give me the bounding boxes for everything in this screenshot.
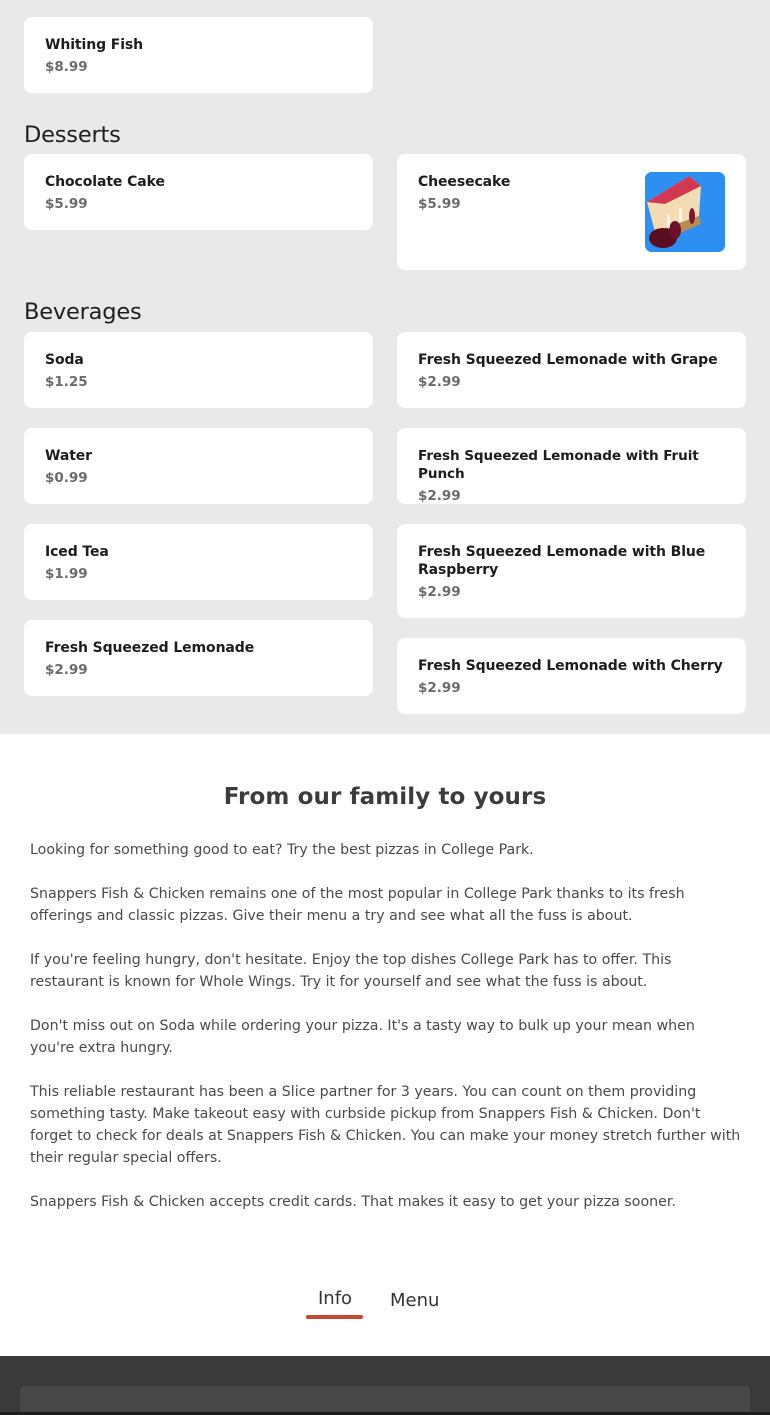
menu-item-card[interactable] <box>24 428 373 504</box>
about-paragraph: If you're feeling hungry, don't hesitate. Enjoy the top dishes College Park has to offer. This restaurant is known for Whole Wings. Try it for yourself and see what the fuss is about. <box>30 952 672 990</box>
menu-item-price: $2.99 <box>45 662 88 678</box>
menu-item-card[interactable] <box>24 332 373 408</box>
footer <box>0 1356 770 1415</box>
section-title-desserts: Desserts <box>24 122 121 148</box>
tab-info[interactable]: Info <box>318 1288 353 1309</box>
menu-item-card[interactable] <box>24 620 373 696</box>
menu-item-name: Fresh Squeezed Lemonade with Blue Raspberry <box>418 544 706 578</box>
info-menu-tabs <box>0 1288 770 1328</box>
menu-item-name: Fresh Squeezed Lemonade <box>45 640 255 656</box>
about-paragraph: Snappers Fish & Chicken remains one of the most popular in College Park thanks to its fresh offerings and classic pizzas. Give their menu a try and see what all the fuss is about. <box>30 886 685 924</box>
menu-item-price: $2.99 <box>418 374 461 390</box>
about-paragraph: Don't miss out on Soda while ordering your pizza. It's a tasty way to bulk up your mean when you're extra hungry. <box>30 1018 695 1056</box>
active-tab-indicator <box>306 1315 363 1319</box>
menu-item-name: Whiting Fish <box>45 37 144 53</box>
tab-menu[interactable]: Menu <box>390 1290 440 1311</box>
menu-item-price: $1.25 <box>45 374 88 390</box>
about-paragraph: Looking for something good to eat? Try the best pizzas in College Park. <box>30 842 534 858</box>
menu-item-name: Iced Tea <box>45 544 109 560</box>
menu-item-card[interactable] <box>397 428 746 504</box>
menu-item-card[interactable] <box>397 332 746 408</box>
menu-item-name: Chocolate Cake <box>45 174 165 190</box>
cheesecake-photo <box>645 172 725 252</box>
menu-item-price: $5.99 <box>418 196 461 212</box>
about-title: From our family to yours <box>223 784 547 810</box>
about-paragraph: Snappers Fish & Chicken accepts credit cards. That makes it easy to get your pizza sooner. <box>30 1194 676 1210</box>
menu-item-price: $1.99 <box>45 566 88 582</box>
menu-item-card[interactable] <box>397 638 746 714</box>
menu-item-card[interactable] <box>24 524 373 600</box>
menu-item-name: Water <box>45 448 92 464</box>
menu-item-card[interactable] <box>24 154 373 230</box>
menu-item-card[interactable] <box>397 154 746 270</box>
cheesecake-image[interactable] <box>645 172 725 252</box>
menu-item-card[interactable] <box>397 524 746 618</box>
about-section <box>0 734 770 1356</box>
menu-item-price: $0.99 <box>45 470 88 486</box>
menu-item-name: Cheesecake <box>418 174 511 190</box>
menu-item-card[interactable] <box>24 17 373 93</box>
menu-item-name: Fresh Squeezed Lemonade with Fruit Punch <box>418 448 699 482</box>
menu-item-price: $5.99 <box>45 196 88 212</box>
menu-item-price: $2.99 <box>418 584 461 600</box>
menu-item-price: $8.99 <box>45 59 88 75</box>
menu-item-name: Fresh Squeezed Lemonade with Cherry <box>418 658 723 674</box>
menu-item-price: $2.99 <box>418 680 461 696</box>
menu-item-name: Soda <box>45 352 84 368</box>
footer-panel <box>20 1386 750 1415</box>
section-title-beverages: Beverages <box>24 299 142 325</box>
about-paragraph: This reliable restaurant has been a Slice partner for 3 years. You can count on them providing something tasty. Make takeout easy with curbside pickup from Snappers Fish & Chicken. Don't forget to check for deals at Snappers Fish & Chicken. You can make your money stretch further with their regular special offers. <box>30 1084 741 1166</box>
menu-item-name: Fresh Squeezed Lemonade with Grape <box>418 352 718 368</box>
menu-item-price: $2.99 <box>418 488 461 504</box>
